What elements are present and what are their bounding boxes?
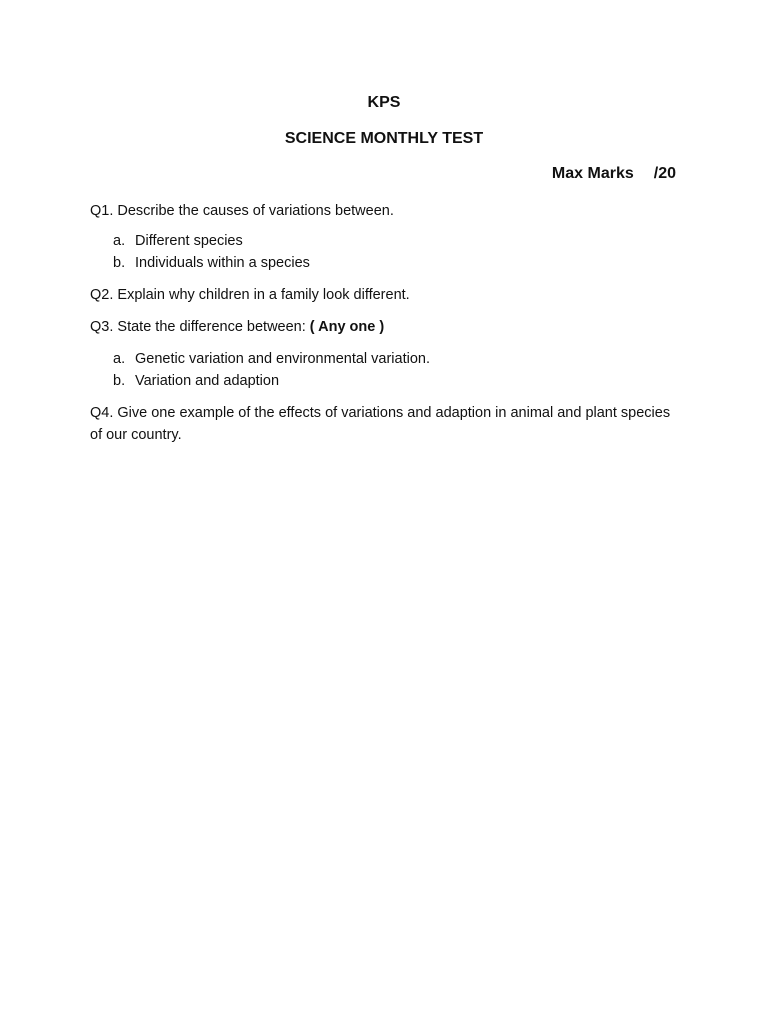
question-1: Q1. Describe the causes of variations between. (90, 203, 394, 219)
question-3-text: Q3. State the difference between: (90, 319, 306, 335)
sub-item-text: Different species (135, 233, 243, 249)
school-name: KPS (367, 94, 401, 111)
question-3-emphasis: ( Any one ) (309, 319, 385, 335)
sub-item-text: Individuals within a species (135, 255, 310, 271)
sub-item-letter: a. (113, 351, 126, 367)
sub-item-letter: b. (113, 255, 126, 271)
max-marks (552, 165, 676, 183)
question-3 (90, 316, 680, 338)
sub-item-letter: a. (113, 233, 126, 249)
max-marks-label: Max Marks (551, 165, 634, 182)
sub-item-text: Variation and adaption (135, 373, 280, 389)
list-item (90, 370, 680, 392)
sub-item-letter: b. (113, 373, 126, 389)
max-marks-value: /20 (653, 165, 676, 182)
test-title: SCIENCE MONTHLY TEST (284, 130, 484, 147)
list-item (90, 252, 680, 274)
sub-item-text: Genetic variation and environmental variation. (135, 351, 430, 367)
question-3-subitems (90, 348, 680, 392)
question-4: Q4. Give one example of the effects of variations and adaption in animal and plant species of our country. (90, 405, 671, 443)
question-1-subitems (90, 230, 680, 274)
questions-section (90, 200, 680, 456)
list-item (90, 230, 680, 252)
list-item (90, 348, 680, 370)
question-2: Q2. Explain why children in a family look different. (90, 287, 410, 303)
